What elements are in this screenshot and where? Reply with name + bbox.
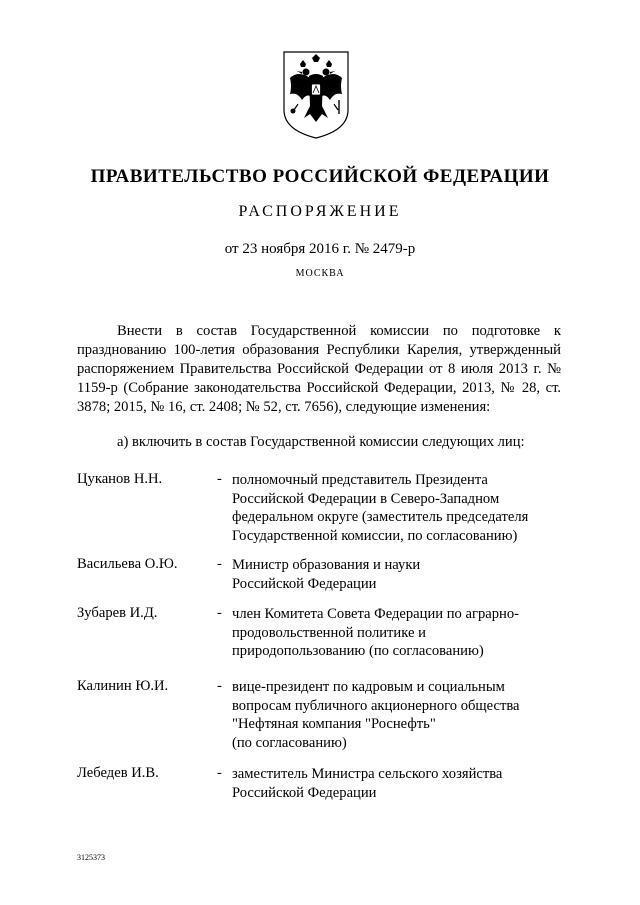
member-dash: - xyxy=(217,678,222,694)
city: МОСКВА xyxy=(295,268,345,279)
member-description-line: вице-президент по кадровым и социальным xyxy=(232,679,505,695)
member-dash: - xyxy=(217,765,222,781)
member-description-line: природопользованию (по согласованию) xyxy=(232,643,484,659)
member-description xyxy=(232,765,562,802)
member-description xyxy=(232,678,562,752)
member-description-line: Министр образования и науки xyxy=(232,557,421,573)
member-description-line: (по согласованию) xyxy=(232,734,347,751)
member-description-line: заместитель Министра сельского хозяйства xyxy=(232,766,503,782)
intro-paragraph: Внести в состав Государственной комиссии по подготовке к празднованию 100-летия образования Республики Карелия, утвержденный распоряжением Правительства Российской Федерации от 8 июля 2013 г. № 1159-р (Собрание законодательства Российской Федерации, 2013, № 28, ст. 3878; 2015, № 16, ст. 2408; № 52, ст. 7656), следующие изменения: xyxy=(77,323,561,415)
member-name: Цуканов Н.Н. xyxy=(77,471,163,487)
member-description-line: Российской Федерации xyxy=(232,784,377,801)
date-line: от 23 ноября 2016 г. № 2479-р xyxy=(224,241,416,257)
member-name: Зубарев И.Д. xyxy=(77,605,158,621)
member-description-line: продовольственной политике и xyxy=(232,624,426,641)
document-type: РАСПОРЯЖЕНИЕ xyxy=(238,203,402,220)
member-description-line: Государственной комиссии, по согласованию) xyxy=(232,527,518,544)
member-description xyxy=(232,471,562,545)
member-dash: - xyxy=(217,471,222,487)
member-description-line: член Комитета Совета Федерации по аграрно- xyxy=(232,606,519,622)
member-description xyxy=(232,556,562,593)
member-description-line: вопросам публичного акционерного общества xyxy=(232,697,520,714)
member-description-line: Российской Федерации xyxy=(232,575,377,592)
member-description xyxy=(232,605,562,661)
document-title: ПРАВИТЕЛЬСТВО РОССИЙСКОЙ ФЕДЕРАЦИИ xyxy=(90,166,550,187)
document-number: 3125373 xyxy=(77,853,105,862)
member-dash: - xyxy=(217,556,222,572)
member-name: Лебедев И.В. xyxy=(77,765,159,781)
item-a: а) включить в состав Государственной комиссии следующих лиц: xyxy=(117,434,525,450)
member-dash: - xyxy=(217,605,222,621)
member-description-line: "Нефтяная компания "Роснефть" xyxy=(232,716,436,732)
member-description-line: федеральном округе (заместитель председателя xyxy=(232,509,529,525)
member-name: Калинин Ю.И. xyxy=(77,678,169,694)
member-description-line: полномочный представитель Президента xyxy=(232,472,488,488)
member-name: Васильева О.Ю. xyxy=(77,556,178,572)
double-headed-eagle-emblem-icon xyxy=(280,48,352,140)
member-description-line: Российской Федерации в Северо-Западном xyxy=(232,490,500,507)
